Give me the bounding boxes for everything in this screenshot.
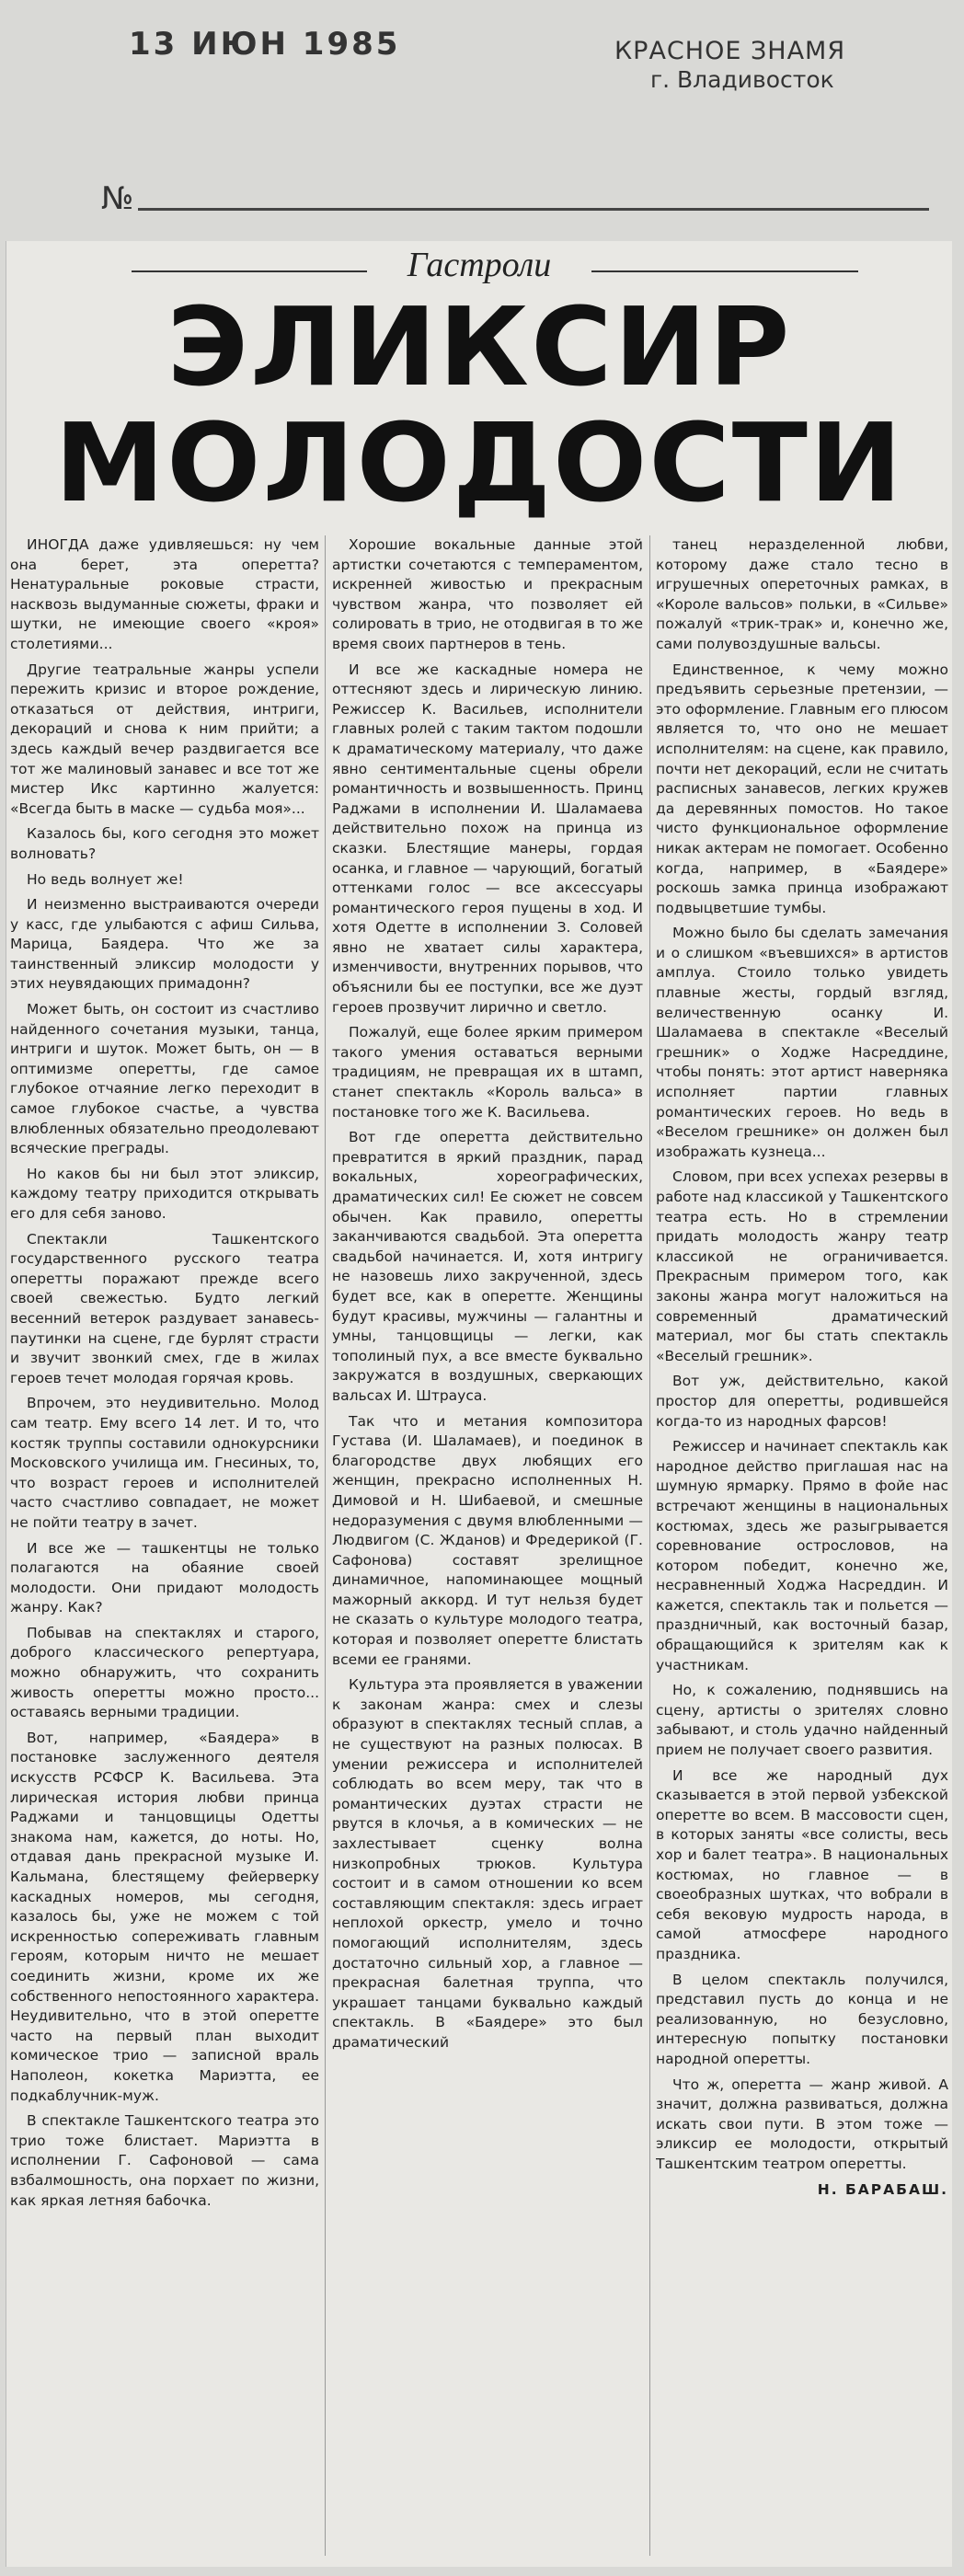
article-paragraph: Но ведь волнует же! bbox=[27, 870, 184, 888]
article-paragraph: Другие театральные жанры успели пережить кризис и второе рождение, отказаться от действия, интриги, декораций и снова к ним прийти; а здесь каждый вечер раздвигается все тот же малиновый занавес и все тот же мистер Икс картинно жалуется: «Всегда быть в маске — судьба моя»... bbox=[10, 661, 319, 817]
rubric-rule-right bbox=[591, 270, 858, 272]
article-paragraph: Но каков бы ни был этот эликсир, каждому театру приходится открывать его для себя заново. bbox=[10, 1165, 319, 1222]
article-paragraph: Можно было бы сделать замечания и о слишком «въевшихся» в артистов амплуа. Стоило только увидеть плавные жесты, гордый взгляд, величественную осанку И. Шаламаева в спектакле «Веселый грешник» о Ходже Насреддине, чтобы понять: этот артист наверняка исполняет партии главных романтических героев. Но ведь в «Веселом грешнике» он должен был изображать кузнеца... bbox=[656, 925, 948, 1160]
article-paragraph: Хорошие вокальные данные этой артистки сочетаются с темпераментом, искренней живостью и прекрасным чувством жанра, что позволяет ей солировать в трио, не отодвигая в то же время своих партнеров в тень. bbox=[332, 536, 643, 652]
newspaper-name-stamp: КРАСНОЕ ЗНАМЯ bbox=[614, 37, 846, 65]
article-column-1 bbox=[10, 535, 319, 2556]
newspaper-city-stamp: г. Владивосток bbox=[650, 66, 834, 93]
article-paragraph: Словом, при всех успехах резервы в работе над классикой у Ташкентского театра есть. Но в стремлении придать молодость жанру театр классикой не ограничивается. Прекрасным примером того, как законы жанра могут наложиться на современный драматический материал, мог бы стать спектакль «Веселый грешник». bbox=[656, 1168, 948, 1364]
article-paragraph: Культура эта проявляется в уважении к законам жанра: смех и слезы образуют в спектаклях тесный сплав, а не существуют на разных полюсах. В умении режиссера и исполнителей соблюдать во всем меру, так что в романтических дуэтах страсти не рвутся в клочья, а в комических — не захлестывает сценку волна низкопробных трюков. Культура состоит и в самом отношении ко всем составляющим спектакля: здесь играет неплохой оркестр, умело и точно помогающий исполнителям, здесь достаточно сильный хор, а главное — прекрасная балетная труппа, что украшает танцами буквально каждый спектакль. В «Баядере» это был драматический bbox=[332, 1676, 643, 2051]
article-paragraph: Побывав на спектаклях и старого, доброго классического репертуара, можно обнаружить, что сохранить живость оперетты можно просто... оставаясь верными традиции. bbox=[10, 1624, 319, 1721]
article-paragraph: Может быть, он состоит из счастливо найденного сочетания музыки, танца, интриги и шуток. Может быть, он — в оптимизме оперетты, где самое глубокое отчаяние легко переходит в самое глубокое счастье, а чувства влюбленных обязательно преодолевают всяческие преграды. bbox=[10, 1001, 319, 1157]
article-paragraph: И неизменно выстраиваются очереди у касс, где улыбаются с афиш Сильва, Марица, Баядера. Что же за таинственный эликсир молодости у этих неувядающих примадонн? bbox=[10, 896, 319, 993]
article-paragraph: танец неразделенной любви, которому даже стало тесно в игрушечных опереточных рамках, в «Короле вальсов» польки, в «Сильве» пожалуй «трик-трак» и, конечно же, сами полувоздушные вальсы. bbox=[656, 536, 948, 652]
clipping-date-stamp: 13 ИЮН 1985 bbox=[129, 26, 401, 63]
headline-line-2: МОЛОДОСТИ bbox=[54, 399, 904, 526]
article-paragraph: Что ж, оперетта — жанр живой. А значит, должна развиваться, должна искать свои пути. В этом тоже — эликсир ее молодости, открытый Ташкентским театром оперетты. bbox=[656, 2076, 948, 2172]
record-number-line bbox=[138, 208, 929, 211]
article-paragraph: Единственное, к чему можно предъявить серьезные претензии, — это оформление. Главным его плюсом является то, что оно не мешает исполнителям: на сцене, как правило, почти нет декораций, если не считать расписных занавесов, легких кружев да деревянных помостов. Но такое чисто функциональное оформление никак актерам не помогает. Особенно когда, например, в «Баядере» роскошь замка принца изображают подвыцветшие тумбы. bbox=[656, 661, 948, 916]
article-paragraph: И все же народный дух сказывается в этой первой узбекской оперетте во всем. В массовости сцен, в которых заняты «все солисты, весь хор и балет театра». В национальных костюмах, но главное — в своеобразных шутках, что вобрали в себя вековую мудрость народа, в самой атмосфере народного праздника. bbox=[656, 1766, 948, 1962]
newspaper-clipping bbox=[6, 241, 952, 2567]
article-column-2 bbox=[332, 535, 643, 2556]
article-paragraph: Пожалуй, еще более ярким примером такого умения оставаться верными традициям, не превращая их в штамп, станет спектакль «Король вальса» в постановке того же К. Васильева. bbox=[332, 1024, 643, 1121]
article-paragraph: Впрочем, это неудивительно. Молод сам театр. Ему всего 14 лет. И то, что костяк труппы составили однокурсники Московского училища им. Гнесиных, то, что возраст героев и исполнителей часто счастливо совпадает, не может не пойти театру в зачет. bbox=[10, 1395, 319, 1531]
article-paragraph: И все же каскадные номера не оттесняют здесь и лирическую линию. Режиссер К. Васильев, исполнители главных ролей с таким тактом подошли к драматическому материалу, что даже явно сентиментальные сцены обрели романтичность и возвышенность. Принц Раджами в исполнении И. Шаламаева действительно похож на принца из сказки. Блестящие манеры, гордая осанка, и главное — чарующий, богатый оттенками голос — все аксессуары романтического героя пущены в ход. И хотя Одетте в исполнении З. Соловей явно не хватает силы характера, изменчивости, внутренних порывов, что объяснили бы ее поступки, все же дуэт героев прозвучит лирично и светло. bbox=[332, 661, 643, 1016]
article-paragraph: Режиссер и начинает спектакль как народное действо приглашая нас на шумную ярмарку. Прямо в фойе нас встречают женщины в национальных костюмах, здесь же разыгрывается соревнование острословов, на котором победит, конечно же, несравненный Ходжа Насреддин. И кажется, спектакль так и польется — праздничный, как восточный базар, обращающийся к зрителям как к участникам. bbox=[656, 1438, 948, 1673]
article-paragraph: Казалось бы, кого сегодня это может волновать? bbox=[10, 825, 319, 862]
article-paragraph: Но, к сожалению, поднявшись на сцену, артисты о зрителях словно забывают, и столь удачно найденный прием не получает своего развития. bbox=[656, 1682, 948, 1759]
article-column-3 bbox=[656, 535, 948, 2556]
column-divider bbox=[649, 535, 650, 2556]
headline-line-1: ЭЛИКСИР bbox=[166, 283, 792, 410]
article-paragraph: В спектакле Ташкентского театра это трио тоже блистает. Мариэтта в исполнении Г. Сафоновой — сама взбалмошность, она порхает по жизни, как яркая летняя бабочка. bbox=[10, 2112, 319, 2209]
article-paragraph: Спектакли Ташкентского государственного русского театра оперетты поражают прежде всего своей свежестью. Будто легкий весенний ветерок раздувает занавесь-паутинки на сцене, где бурлят страсти и звучит звонкий смех, где в жилах героев течет молодая горячая кровь. bbox=[10, 1230, 319, 1386]
article-paragraph: Вот уж, действительно, какой простор для оперетты, родившейся когда-то из народных фарсов! bbox=[656, 1373, 948, 1430]
author-signature: Н. БАРАБАШ. bbox=[817, 2180, 948, 2198]
article-paragraph: Так что и метания композитора Густава (И. Шаламаев), и поединок в благородстве двух любящих его женщин, прекрасно исполненных Н. Димовой и Н. Шибаевой, и смешные недоразумения с двумя влюбленными — Людвигом (С. Жданов) и Фредерикой (Г. Сафонова) составят зрелищное динамичное, напоминающее мощный мажорный аккорд. И тут нельзя будет не сказать о культуре молодого театра, которая и позволяет оперетте блистать всеми ее гранями. bbox=[332, 1412, 643, 1668]
rubric-label: Гастроли bbox=[407, 246, 552, 284]
record-number-label: № bbox=[101, 180, 134, 217]
article-paragraph: ИНОГДА даже удивляешься: ну чем она берет, эта оперетта? Ненатуральные роковые страсти, насквозь выдуманные сюжеты, фраки и шутки, не имеющие своего «кроя» столетиями... bbox=[10, 536, 319, 652]
article-paragraph: Вот где оперетта действительно превратится в яркий праздник, парад вокальных, хореографических, драматических сил! Ее сюжет не совсем обычен. Как правило, оперетты заканчиваются свадьбой. Эта оперетта свадьбой начинается. И, хотя интригу не назовешь лихо закрученной, здесь будет все, как в оперетте. Женщины будут красивы, мужчины — галантны и умны, танцовщицы — легки, как тополиный пух, а все вместе буквально закружатся в воздушных, сверкающих вальсах И. Штрауса. bbox=[332, 1129, 643, 1404]
column-divider bbox=[325, 535, 326, 2556]
article-paragraph: В целом спектакль получился, представил пусть до конца и не реализованную, но безусловно, интересную попытку постановки народной оперетты. bbox=[656, 1971, 948, 2067]
article-paragraph: Вот, например, «Баядера» в постановке заслуженного деятеля искусств РСФСР К. Васильева. Эта лирическая история любви принца Раджами и танцовщицы Одетты знакома нам, кажется, до ноты. Но, отдавая дань прекрасной музыке И. Кальмана, блестящему фейерверку каскадных номеров, мы сегодня, казалось бы, уже не можем с той искренностью сопереживать главным героям, которым ничто не мешает соединить жизни, кроме их же собственного непостоянного характера. Неудивительно, что в этой оперетте часто на первый план выходит комическое трио — записной враль Наполеон, кокетка Мариэтта, ее подкаблучник-муж. bbox=[10, 1729, 319, 2104]
article-paragraph: И все же — ташкентцы не только полагаются на обаяние своей молодости. Они придают молодость жанру. Как? bbox=[10, 1539, 319, 1616]
